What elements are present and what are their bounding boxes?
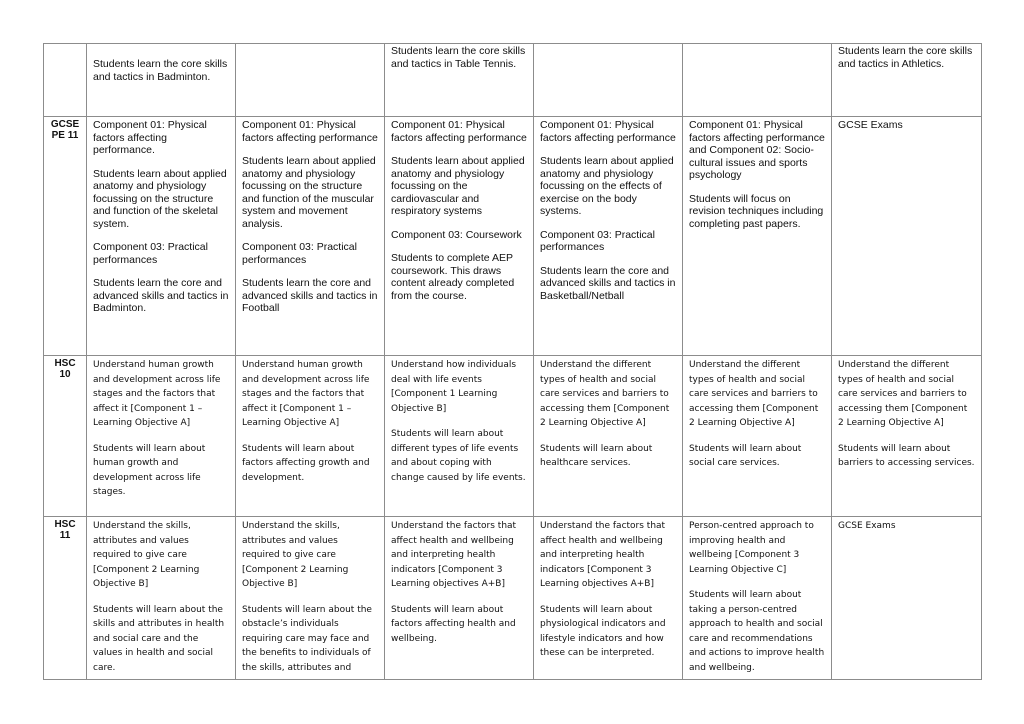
cell-paragraph: Component 01: Physical factors affecting performance.	[93, 119, 207, 156]
cell-paragraph: Component 01: Physical factors affecting performance	[540, 119, 676, 144]
cell-paragraph: Students learn about applied anatomy and physiology focussing on the structure and function of the muscular system and movement analysis.	[242, 155, 376, 230]
cell-paragraph: Component 01: Physical factors affecting performance	[242, 119, 378, 144]
curriculum-table	[43, 43, 982, 680]
cell-paragraph: Component 03: Practical performances	[93, 241, 208, 266]
cell-paragraph: Students learn the core skills and tactics in Athletics.	[838, 45, 973, 70]
cell-paragraph: Students will learn about healthcare services.	[540, 443, 653, 468]
row-label: HSC 10	[44, 356, 87, 517]
table-cell	[683, 117, 832, 356]
cell-paragraph: Understand the different types of health and social care services and barriers to accessing them [Component 2 Learning Objective A]	[689, 360, 819, 428]
cell-paragraph: Person-centred approach to improving health and wellbeing [Component 3 Learning Objective C]	[689, 521, 814, 575]
table-cell	[236, 44, 385, 117]
table-cell	[385, 517, 534, 680]
table-cell	[236, 517, 385, 680]
cell-paragraph: Understand the different types of health and social care services and barriers to accessing them [Component 2 Learning Objective A]	[838, 360, 968, 428]
cell-paragraph: Students will learn about taking a person-centred approach to health and social care and recommendations and actions to improve health and wellbeing.	[689, 590, 825, 673]
cell-paragraph: Understand the factors that affect health and wellbeing and interpreting health indicators [Component 3 Learning objectives A+B]	[540, 521, 666, 589]
table-cell	[534, 356, 683, 517]
cell-paragraph: Students will learn about human growth and development across life stages.	[93, 443, 206, 497]
cell-paragraph: Understand the different types of health and social care services and barriers to accessing them [Component 2 Learning Objective A]	[540, 360, 670, 428]
cell-paragraph: Understand human growth and development across life stages and the factors that affect it [Component 1 – Learning Objective A]	[242, 360, 370, 428]
cell-paragraph: Students will learn about social care services.	[689, 443, 802, 468]
cell-paragraph: Students to complete AEP coursework. This draws content already completed from the course.	[391, 252, 515, 302]
cell-paragraph: Students will learn about physiological indicators and lifestyle indicators and how these can be interpreted.	[540, 604, 666, 658]
row-label: GCSE PE 11	[44, 117, 87, 356]
cell-paragraph: GCSE Exams	[838, 521, 896, 531]
cell-paragraph: Understand the factors that affect health and wellbeing and interpreting health indicators [Component 3 Learning objectives A+B]	[391, 521, 517, 589]
table-cell	[683, 517, 832, 680]
table-cell	[236, 117, 385, 356]
cell-paragraph: Component 03: Practical performances	[540, 228, 655, 253]
table-cell	[534, 117, 683, 356]
cell-paragraph: Students will learn about barriers to accessing services.	[838, 443, 975, 468]
table-cell	[87, 44, 236, 117]
cell-paragraph: Component 03: Coursework	[391, 228, 522, 241]
cell-paragraph: Understand the skills, attributes and values required to give care [Component 2 Learning Objective B]	[93, 521, 200, 589]
cell-paragraph: Students will learn about different types of life events and about coping with change caused by life events.	[391, 429, 526, 483]
table-row	[44, 517, 982, 680]
cell-paragraph: Students learn the core and advanced skills and tactics in Badminton.	[93, 277, 229, 314]
row-label	[44, 44, 87, 117]
table-cell	[385, 356, 534, 517]
table-cell	[832, 44, 982, 117]
cell-paragraph: Understand human growth and development across life stages and the factors that affect it [Component 1 – Learning Objective A]	[93, 360, 221, 428]
cell-paragraph: Students will learn about factors affecting health and wellbeing.	[391, 604, 516, 644]
cell-paragraph: Understand the skills, attributes and values required to give care [Component 2 Learning Objective B]	[242, 521, 349, 589]
cell-paragraph: Students learn the core and advanced skills and tactics in Basketball/Netball	[540, 264, 676, 302]
table-cell	[683, 44, 832, 117]
cell-paragraph: Students learn about applied anatomy and physiology focussing on the structure and function of the skeletal system.	[93, 167, 227, 230]
cell-paragraph: Understand how individuals deal with life events [Component 1 Learning Objective B]	[391, 360, 517, 414]
cell-paragraph: Students learn about applied anatomy and physiology focussing on the effects of exercise on the body systems.	[540, 155, 674, 217]
cell-paragraph: Students will learn about the obstacle’s individuals requiring care may face and the benefits to individuals of the skills, attributes and	[242, 604, 372, 673]
row-label: HSC 11	[44, 517, 87, 680]
cell-paragraph: Component 01: Physical factors affecting performance and Component 02: Socio-cultural issues and sports psychology	[689, 119, 825, 181]
cell-paragraph: Students will focus on revision techniques including completing past papers.	[689, 192, 824, 230]
cell-paragraph: Students learn the core and advanced skills and tactics in Football	[242, 277, 378, 314]
table-cell	[832, 517, 982, 680]
cell-paragraph: Students will learn about factors affecting growth and development.	[242, 443, 370, 483]
table-row	[44, 356, 982, 517]
table-cell	[832, 356, 982, 517]
cell-paragraph: Component 01: Physical factors affecting performance	[391, 119, 527, 144]
table-cell	[534, 517, 683, 680]
cell-paragraph: Students learn the core skills and tactics in Badminton.	[93, 58, 228, 83]
table-cell	[683, 356, 832, 517]
table-cell	[87, 356, 236, 517]
table-cell	[236, 356, 385, 517]
table-cell	[87, 517, 236, 680]
cell-paragraph: Students learn the core skills and tactics in Table Tennis.	[391, 45, 526, 70]
cell-paragraph: GCSE Exams	[838, 119, 903, 131]
cell-paragraph: Students will learn about the skills and attributes in health and social care and the values in health and social care.	[93, 604, 225, 673]
cell-paragraph: Students learn about applied anatomy and physiology focussing on the cardiovascular and respiratory systems	[391, 155, 525, 217]
table-cell	[385, 44, 534, 117]
table-cell	[832, 117, 982, 356]
cell-paragraph: Component 03: Practical performances	[242, 241, 357, 266]
table-row	[44, 117, 982, 356]
table-cell	[534, 44, 683, 117]
table-row	[44, 44, 982, 117]
table-cell	[385, 117, 534, 356]
table-cell	[87, 117, 236, 356]
